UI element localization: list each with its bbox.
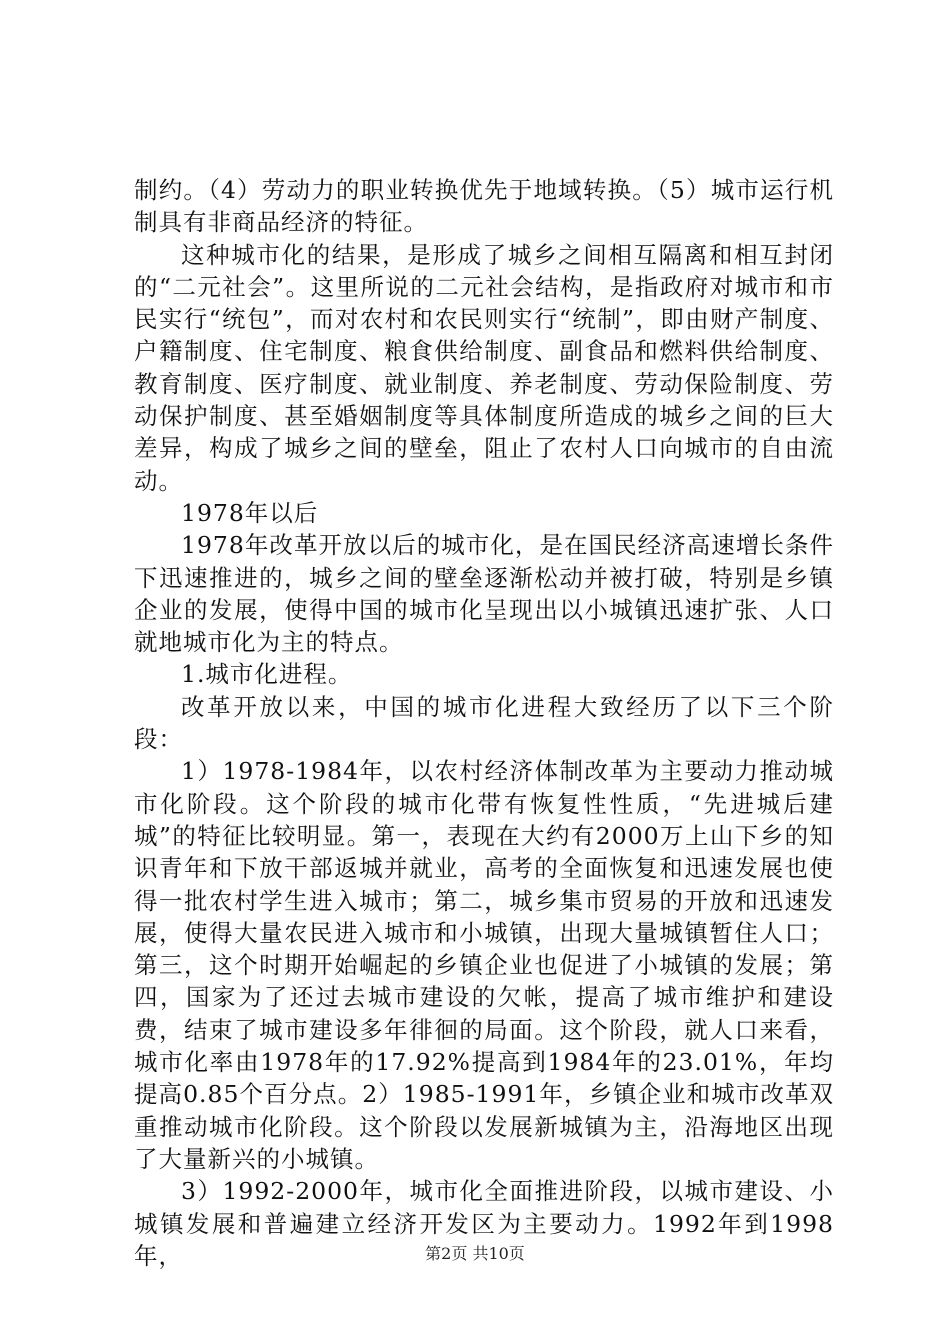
section-heading-after-1978: 1978年以后 <box>181 498 319 527</box>
paragraph-dual-society: 这种城市化的结果，是形成了城乡之间相互隔离和相互封闭的“二元社会”。这里所说的二元社会结构，是指政府对城市和市民实行“统包”，而对农村和农民则实行“统制”，即由财产制度、户籍制度、住宅制度、粮食供给制度、副食品和燃料供给制度、教育制度、医疗制度、就业制度、养老制度、劳动保险制度、劳动保护制度、甚至婚姻制度等具体制度所造成的城乡之间的巨大差异，构成了城乡之间的壁垒，阻止了农村人口向城市的自由流动。 <box>134 240 834 495</box>
page-number-footer: 第2页 共10页 <box>425 1244 525 1263</box>
paragraph-three-stages-intro: 改革开放以来，中国的城市化进程大致经历了以下三个阶段： <box>134 692 834 754</box>
paragraph-stage-one-two: 1）1978-1984年，以农村经济体制改革为主要动力推动城市化阶段。这个阶段的城市化带有恢复性性质，“先进城后建城”的特征比较明显。第一，表现在大约有2000万上山下乡的知识青年和下放干部返城并就业，高考的全面恢复和迅速发展也使得一批农村学生进入城市；第二，城乡集市贸易的开放和迅速发展，使得大量农民进入城市和小城镇，出现大量城镇暂住人口；第三，这个时期开始崛起的乡镇企业也促进了小城镇的发展；第四，国家为了还过去城市建设的欠帐，提高了城市维护和建设费，结束了城市建设多年徘徊的局面。这个阶段，就人口来看，城市化率由1978年的17.92%提高到1984年的23.01%，年均提高0.85个百分点。2）1985-1991年，乡镇企业和城市改革双重推动城市化阶段。这个阶段以发展新城镇为主，沿海地区出现了大量新兴的小城镇。 <box>134 757 834 1173</box>
paragraph-stage-three: 3）1992-2000年，城市化全面推进阶段，以城市建设、小城镇发展和普遍建立经济开发区为主要动力。1992年到1998年， <box>134 1177 834 1270</box>
subheading-urbanization-process: 1.城市化进程。 <box>181 660 353 689</box>
paragraph-continuation: 制约。（4）劳动力的职业转换优先于地域转换。（5）城市运行机制具有非商品经济的特征。 <box>134 176 834 237</box>
document-body <box>134 174 834 1272</box>
paragraph-reform-urbanization: 1978年改革开放以后的城市化，是在国民经济高速增长条件下迅速推进的，城乡之间的壁垒逐渐松动并被打破，特别是乡镇企业的发展，使得中国的城市化呈现出以小城镇迅速扩张、人口就地城市化为主的特点。 <box>134 531 834 657</box>
